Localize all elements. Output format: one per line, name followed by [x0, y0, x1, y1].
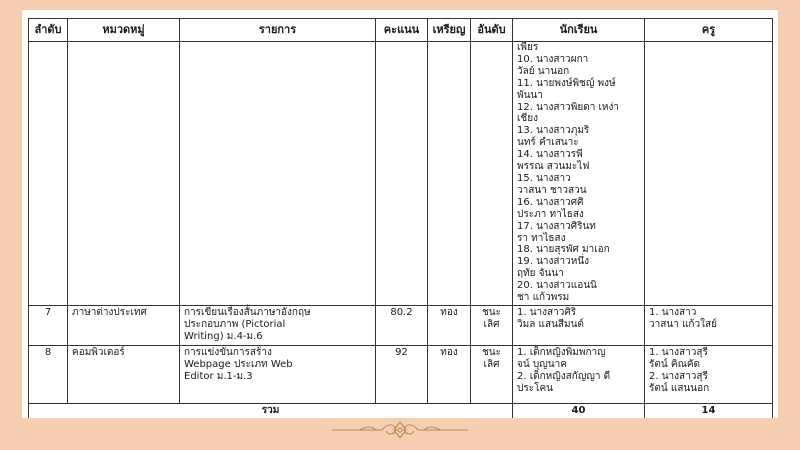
header-category: หมวดหมู่	[68, 19, 180, 42]
medal-cell: ทอง	[428, 305, 471, 345]
category-cell: คอมพิวเตอร์	[68, 345, 180, 403]
header-teachers: ครู	[645, 19, 773, 42]
cell-empty	[68, 42, 180, 306]
total-label: รวม	[29, 403, 513, 418]
student-list: 1. นางสาวศิริ วิมล แสนสีมนต์	[513, 305, 645, 345]
table-row-continued	[29, 42, 773, 306]
cell-empty	[645, 42, 773, 306]
total-students: 40	[513, 403, 645, 418]
gold-flourish-ornament-icon	[330, 419, 470, 441]
teacher-list: 1. นางสาว วาสนา แก้วใสย์	[645, 305, 773, 345]
medal-cell: ทอง	[428, 345, 471, 403]
rank-cell: ชนะ เลิศ	[471, 345, 513, 403]
student-list: 1. เด็กหญิงพิมพกาญ จน์ บุญนาค 2. เด็กหญิงสกัญญา ดี ประโคน	[513, 345, 645, 403]
total-teachers: 14	[645, 403, 773, 418]
header-rank: อันดับ	[471, 19, 513, 42]
table-row	[29, 345, 773, 403]
cell-empty	[428, 42, 471, 306]
cell-empty	[376, 42, 428, 306]
score-cell: 92	[376, 345, 428, 403]
results-table	[28, 18, 773, 418]
teacher-list: 1. นางสาวสุรี รัตน์ คิณคัด 2. นางสาวสุรี รัตน์ แสนนอก	[645, 345, 773, 403]
header-score: คะแนน	[376, 19, 428, 42]
cell-empty	[180, 42, 376, 306]
item-cell: การเขียนเรื่องสั้นภาษาอังกฤษ ประกอบภาพ (Pictorial Writing) ม.4-ม.6	[180, 305, 376, 345]
header-item: รายการ	[180, 19, 376, 42]
rank-cell: ชนะ เลิศ	[471, 305, 513, 345]
total-row	[29, 403, 773, 418]
item-cell: การแข่งขันการสร้าง Webpage ประเภท Web Editor ม.1-ม.3	[180, 345, 376, 403]
document-sheet	[22, 10, 778, 418]
cell-empty	[471, 42, 513, 306]
score-cell: 80.2	[376, 305, 428, 345]
header-students: นักเรียน	[513, 19, 645, 42]
cell-empty	[29, 42, 68, 306]
category-cell: ภาษาต่างประเทศ	[68, 305, 180, 345]
header-no: ลำดับ	[29, 19, 68, 42]
row-number: 7	[29, 305, 68, 345]
header-medal: เหรียญ	[428, 19, 471, 42]
student-list: เพียร 10. นางสาวผกา วัลย์ นานอก 11. นายพงษ์พิชญ์ พงษ์ พันนา 12. นางสาวพิยดา เหง่า เชียง 13. นางสาวภุมริ นทร์ คำเสนาะ 14. นางสาวรพี พรรณ สวนมะไฟ 15. นางสาว วาสนา ชาวสวน 16. นางสาวศศิ ประภา ทาไธสง 17. นางสาวศิรินท รา ทาไธสง 18. นายสุรพัศ มาเอก 19. นางสาวหนึ่ง ฤทัย จันนา 20. นางสาวแอนนิ ชา แก้วพรม	[513, 42, 645, 306]
row-number: 8	[29, 345, 68, 403]
header-row	[29, 19, 773, 42]
table-row	[29, 305, 773, 345]
